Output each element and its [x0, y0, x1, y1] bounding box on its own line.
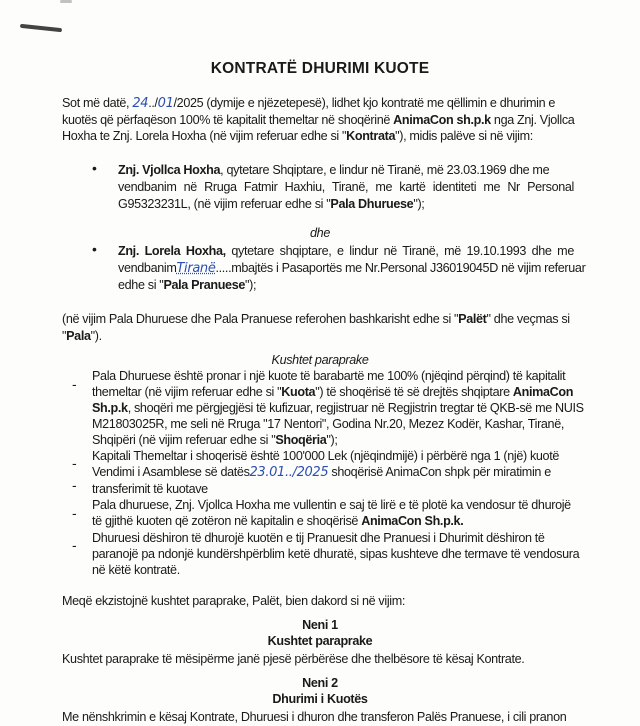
handwritten-month: 01	[157, 96, 174, 111]
party2-name: Znj. Lorela Hoxha,	[118, 244, 226, 258]
article-2-title: Dhurimi i Kuotës	[272, 692, 368, 706]
bullet-dot-icon: •	[92, 160, 97, 176]
party1-line-3: G95323231L, (në vijim referuar edhe si "Pala Dhuruese");	[118, 197, 425, 211]
precondition-4-line-2: të gjithë kuoten që zotëron në kapitalin e shoqërisë AnimaCon Sh.p.k.	[92, 514, 464, 528]
conjunction: dhe	[310, 226, 330, 240]
document-title: KONTRATË DHURIMI KUOTE	[210, 60, 430, 77]
agreement-statement: Meqë ekzistojnë kushtet paraprake, Palët, bien dakord si në vijim:	[62, 594, 406, 608]
handwritten-day: 24	[132, 96, 149, 111]
party2-line-1: Znj. Lorela Hoxha, qytetare shqiptare, e lindur në Tiranë, më 19.10.1993 dhe me	[118, 244, 574, 258]
party1-line-1: Znj. Vjollca Hoxha, qytetare Shqiptare, e lindur në Tiranë, më 23.03.1969 dhe me	[118, 163, 550, 177]
precondition-5-line-1: Dhuruesi dëshiron të dhurojë kuotën e tij Pranuesit dhe Pranuesi i Dhurimit dëshiron të	[92, 531, 545, 545]
precondition-3-line-1: Vendimi i Asamblese së datës23.01../2025 shoqërisë AnimaCon shpk për miratimin e	[92, 465, 551, 480]
scan-mark	[60, 0, 72, 3]
bullet-dash-icon: -	[72, 376, 77, 392]
party1-line-2: vendbanim në Rruga Fatmir Haxhiu, Tiranë, me kartë identiteti me Nr Personal	[118, 180, 574, 194]
precondition-1-line-5: Shqipëri (në vijim referuar edhe si "Shoqëria");	[92, 433, 338, 447]
bullet-dash-icon: -	[72, 505, 77, 521]
article-1-title: Kushtet paraprake	[267, 634, 373, 648]
party2-line-2: vendbanimTiranë.....mbajtës i Pasaportës me Nr.Personal J36019045D në vijim referuar	[118, 261, 586, 276]
precondition-2: Kapitali Themeltar i shoqerisë është 100'000 Lek (njëqindmijë) i përbërë nga 1 (një) kuotë	[92, 449, 560, 463]
intro-line-1: Sot më datë, 24../01/2025 (dymije e njëzetepesë), lidhet kjo kontratë me qëllimin e dhurimin e	[62, 96, 556, 111]
handwritten-assembly-date: 23.01../2025	[249, 465, 329, 480]
handwritten-city: Tiranë	[176, 261, 216, 276]
precondition-3-line-2: transferimit të kuotave	[92, 482, 208, 496]
collective-line-2: "Pala").	[62, 329, 102, 343]
intro-line-2: kuotës që përfaqëson 100% të kapitalit themeltar në shoqërinë AnimaCon sh.p.k nga Znj. Vjollca	[62, 113, 575, 127]
precondition-5-line-2: paranojë pa ndonjë kundërshpërblim ketë dhuratë, sipas kushteve dhe termave të vendosura	[92, 547, 580, 561]
article-2-number: Neni 2	[302, 676, 338, 690]
intro-line-3: Hoxha te Znj. Lorela Hoxha (në vijim referuar edhe si "Kontrata"), midis palëve si në vijim:	[62, 129, 533, 143]
party1-name: Znj. Vjollca Hoxha	[118, 163, 221, 177]
company-name: AnimaCon sh.p.k	[393, 113, 491, 127]
bullet-dot-icon: •	[92, 241, 97, 257]
precondition-1-line-4: M21803025R, me seli në Rruga "17 Nentori", Godina Nr.20, Mezez Kodër, Kashar, Tiranë,	[92, 417, 565, 431]
article-1-number: Neni 1	[302, 618, 338, 632]
preconditions-heading: Kushtet paraprake	[271, 353, 369, 367]
bullet-dash-icon: -	[72, 455, 77, 471]
precondition-4-line-1: Pala dhuruese, Znj. Vjollca Hoxha me vullentin e saj të lirë e të plotë ka vendosur të dhurojë	[92, 498, 571, 512]
bullet-dash-icon: -	[72, 477, 77, 493]
collective-line-1: (në vijim Pala Dhuruese dhe Pala Pranuese referohen bashkarisht edhe si "Palët" dhe veçmas si	[62, 312, 570, 326]
pen-mark	[20, 24, 62, 32]
article-1-body: Kushtet paraprake të mësipërme janë pjesë përbërëse dhe thelbësore të kësaj Kontrate.	[62, 652, 525, 666]
precondition-1-line-3: Sh.p.k, shoqëri me përgjegjësi të kufizuar, regjistruar në Regjistrin tregtar të QKB-së me NUIS	[92, 401, 584, 415]
precondition-1-line-1: Pala Dhuruese është pronar i një kuote të barabartë me 100% (njëqind përqind) të kapitalit	[92, 369, 566, 383]
article-2-body: Me nënshkrimin e kësaj Kontrate, Dhuruesi i dhuron dhe transferon Palës Pranuese, i cili pranon	[62, 710, 567, 724]
precondition-1-line-2: themeltar (në vijim referuar edhe si "Kuota") të shoqërisë të së drejtës shqiptare AnimaCon	[92, 385, 574, 399]
party2-line-3: edhe si "Pala Pranuese");	[118, 278, 257, 292]
bullet-dash-icon: -	[72, 537, 77, 553]
precondition-5-line-3: në këtë kontratë.	[92, 563, 180, 577]
